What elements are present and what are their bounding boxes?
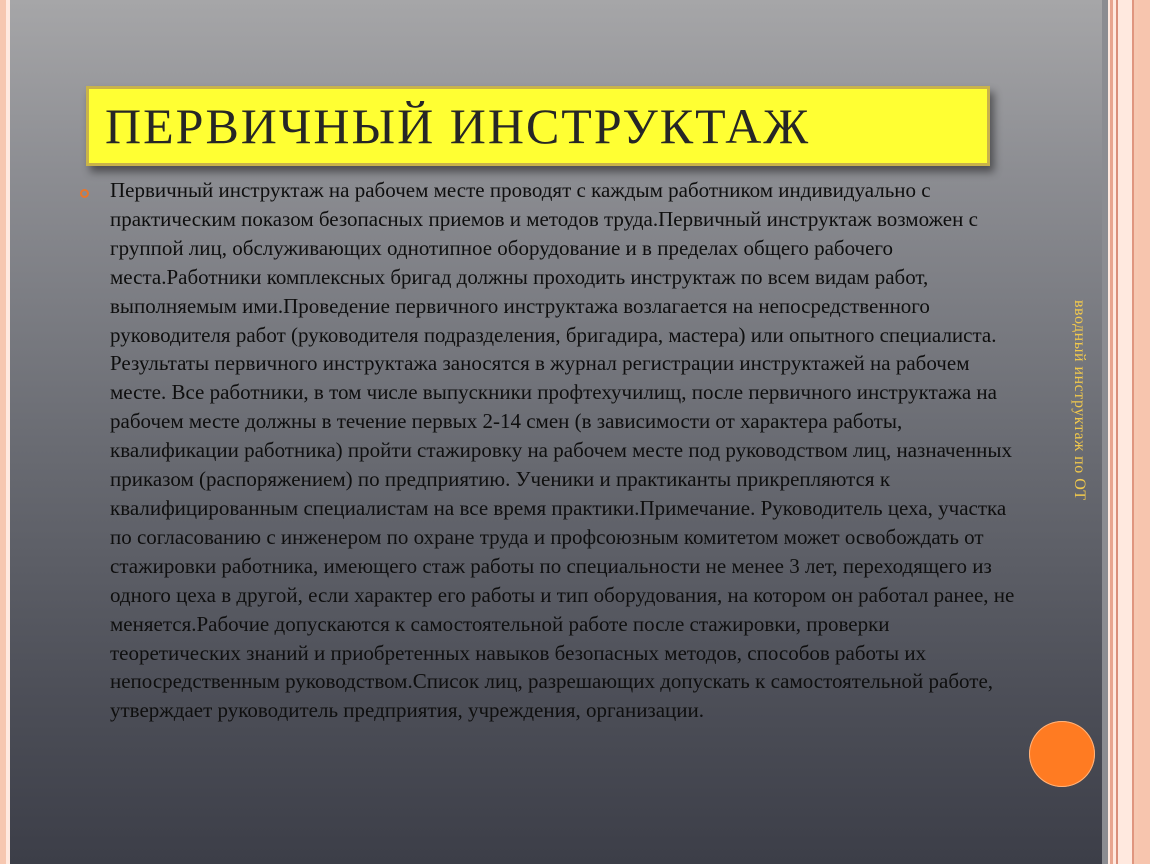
decorative-stripe [1132, 0, 1134, 864]
orange-circle-icon [1029, 721, 1095, 787]
slide-title: ПЕРВИЧНЫЙ ИНСТРУКТАЖ [105, 98, 811, 154]
decorative-stripe [1138, 0, 1150, 864]
decorative-stripe [1102, 0, 1108, 864]
title-box [86, 86, 990, 166]
decorative-stripe [1116, 0, 1118, 864]
side-label: вводный инструктаж по ОТ [1071, 300, 1088, 501]
bullet-icon [80, 189, 89, 198]
slide-body-text: Первичный инструктаж на рабочем месте проводят с каждым работником индивидуально с практическим показом безопасных приемов и методов труда.Первичный инструктаж возможен с группой лиц, обслуживающих однотипное оборудование и в пределах общего рабочего места.Работники комплексных бригад должны проходить инструктаж по всем видам работ, выполняемым ими.Проведение первичного инструктажа возлагается на непосредственного руководителя работ (руководителя подразделения, бригадира, мастера) или опытного специалиста. Результаты первичного инструктажа заносятся в журнал регистрации инструктажей на рабочем месте. Все работники, в том числе выпускники профтехучилищ, после первичного инструктажа на рабочем месте должны в течение первых 2-14 смен (в зависимости от характера работы, квалификации работника) пройти стажировку на рабочем месте под руководством лиц, назначенных приказом (распоряжением) по предприятию. Ученики и практиканты прикрепляются к квалифицированным специалистам на все время практики.Примечание. Руководитель цеха, участка по согласованию с инженером по охране труда и профсоюзным комитетом может освобождать от стажировки работника, имеющего стаж работы по специальности не менее 3 лет, переходящего из одного цеха в другой, если характер его работы и тип оборудования, на котором он работал ранее, не меняется.Рабочие допускаются к самостоятельной работе после стажировки, проверки теоретических знаний и приобретенных навыков безопасных методов, способов работы их непосредственным руководством.Список лиц, разрешающих допускать к самостоятельной работе, утверждает руководитель предприятия, учреждения, организации. [110, 178, 1015, 723]
decorative-stripe [1110, 0, 1113, 864]
